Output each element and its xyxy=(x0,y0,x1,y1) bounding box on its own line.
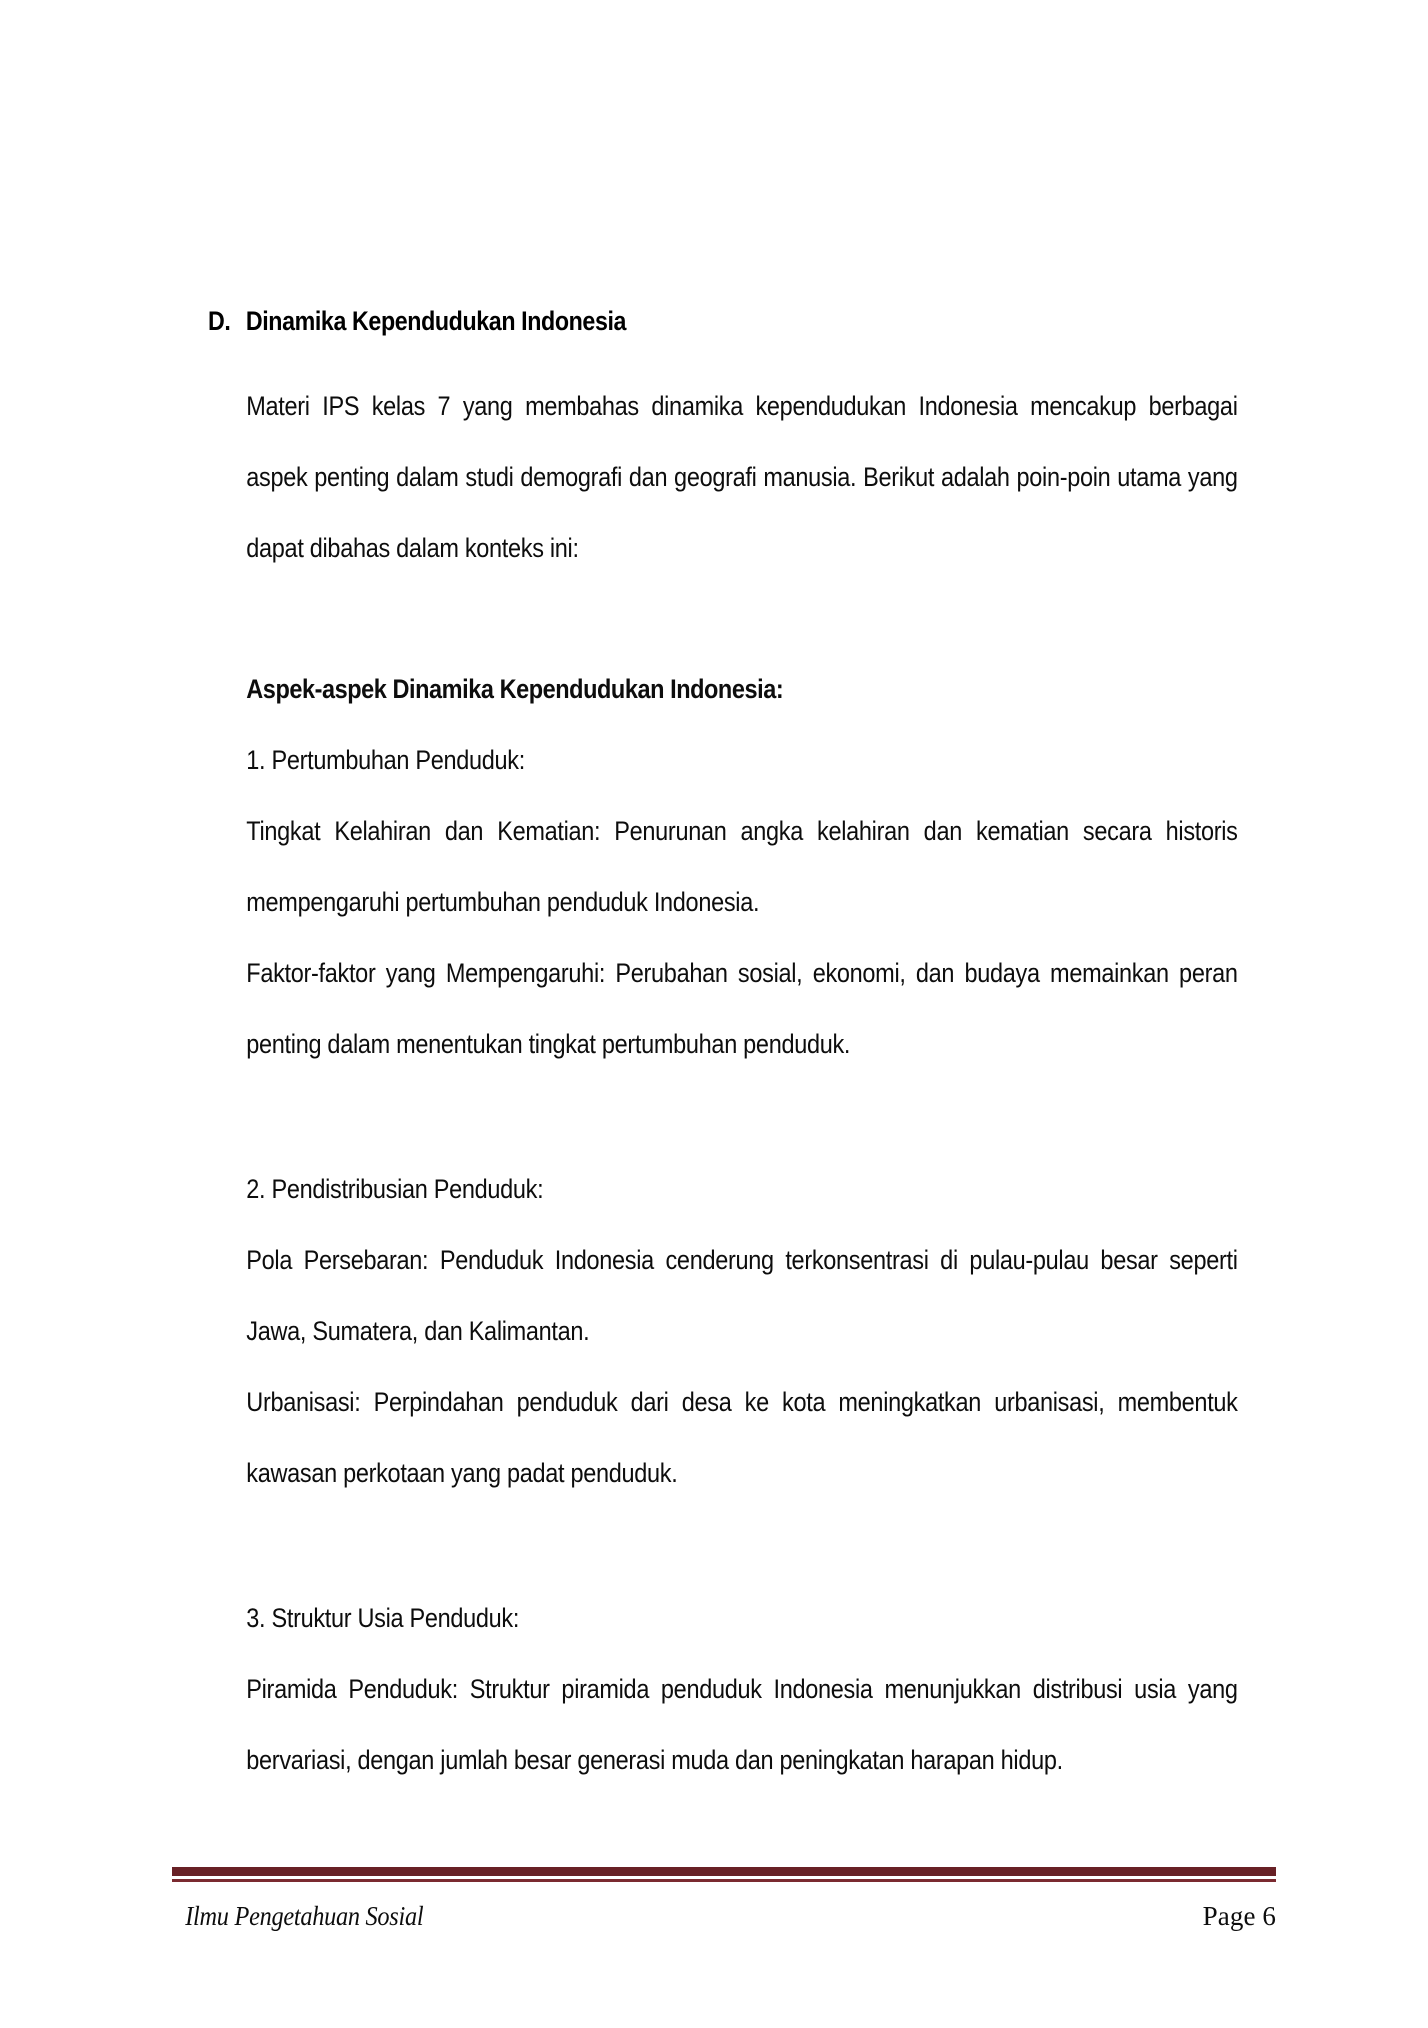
item-1-paragraph-2: Faktor-faktor yang Mempengaruhi: Perubahan sosial, ekonomi, dan budaya memainkan peran penting dalam menentukan tingkat pertumbuhan penduduk. xyxy=(246,958,1238,1059)
footer-rule-thick xyxy=(172,1867,1276,1876)
item-1-title: 1. Pertumbuhan Penduduk: xyxy=(246,745,525,775)
spacer xyxy=(208,1509,1238,1583)
aspects-subheading: Aspek-aspek Dinamika Kependudukan Indonesia: xyxy=(246,674,784,704)
spacer xyxy=(208,584,1238,654)
item-1-paragraph-1: Tingkat Kelahiran dan Kematian: Penurunan angka kelahiran dan kematian secara historis mempengaruhi pertumbuhan penduduk Indonesia. xyxy=(246,816,1238,917)
page-content xyxy=(208,306,1238,1796)
item-3-title: 3. Struktur Usia Penduduk: xyxy=(246,1603,520,1633)
item-3-paragraph-1: Piramida Penduduk: Struktur piramida penduduk Indonesia menunjukkan distribusi usia yang bervariasi, dengan jumlah besar generasi muda dan peningkatan harapan hidup. xyxy=(246,1674,1238,1775)
section-title: Dinamika Kependudukan Indonesia xyxy=(245,306,627,336)
spacer xyxy=(208,1080,1238,1154)
page-number: Page 6 xyxy=(1202,1901,1276,1931)
intro-paragraph: Materi IPS kelas 7 yang membahas dinamika kependudukan Indonesia mencakup berbagai aspek penting dalam studi demografi dan geografi manusia. Berikut adalah poin-poin utama yang dapat dibahas dalam konteks ini: xyxy=(246,391,1238,563)
footer-row xyxy=(172,1882,1276,1932)
item-2-title: 2. Pendistribusian Penduduk: xyxy=(246,1174,544,1204)
item-2-paragraph-1: Pola Persebaran: Penduduk Indonesia cenderung terkonsentrasi di pulau-pulau besar seperti Jawa, Sumatera, dan Kalimantan. xyxy=(246,1245,1238,1346)
page-footer xyxy=(172,1867,1276,1932)
item-2-paragraph-2: Urbanisasi: Perpindahan penduduk dari desa ke kota meningkatkan urbanisasi, membentuk kawasan perkotaan yang padat penduduk. xyxy=(246,1387,1238,1488)
footer-title: Ilmu Pengetahuan Sosial xyxy=(185,1901,424,1931)
section-heading xyxy=(208,306,1236,337)
section-marker: D. xyxy=(208,306,231,336)
